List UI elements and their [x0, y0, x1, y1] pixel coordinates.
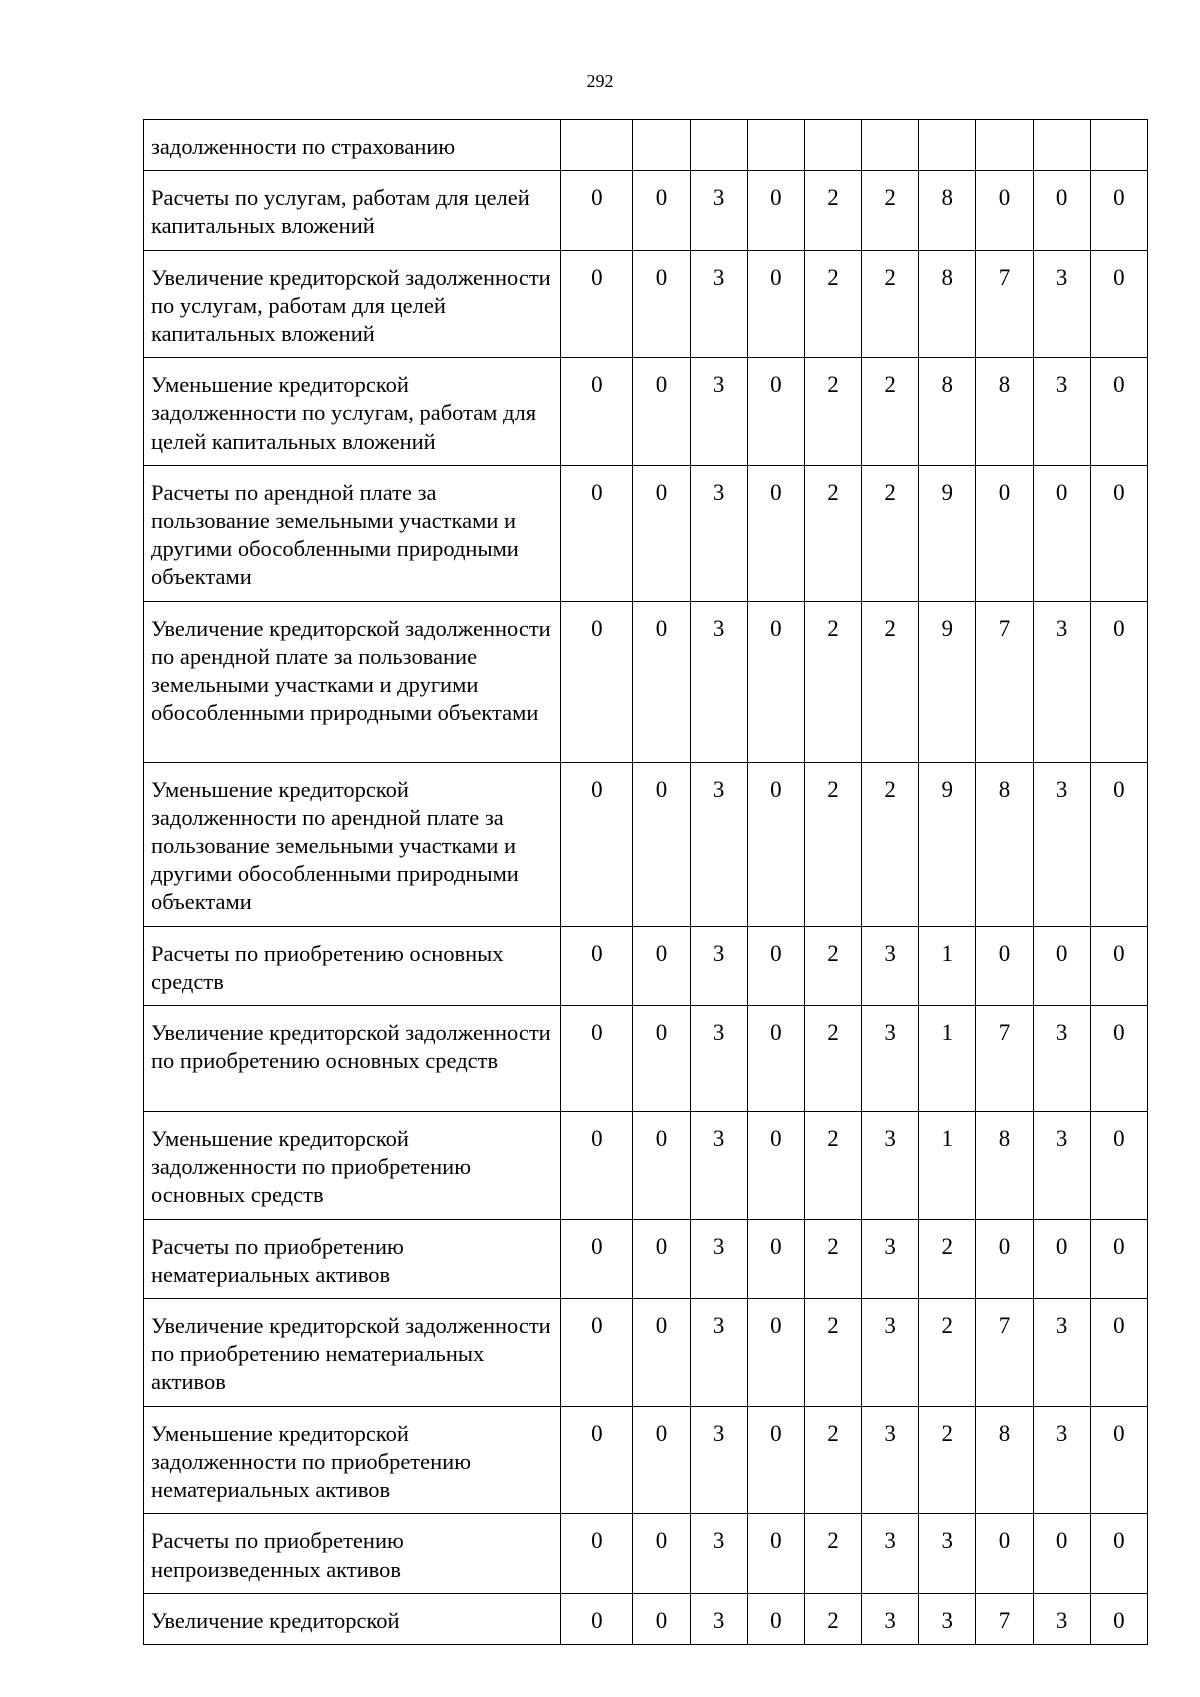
code-digit: 3: [690, 1006, 747, 1112]
code-digit: 9: [919, 762, 976, 926]
table-row: [144, 171, 1148, 250]
code-digit: 0: [1090, 1406, 1147, 1514]
code-digit: 3: [1033, 762, 1090, 926]
code-digit: 2: [804, 1219, 861, 1298]
code-digit: 3: [1033, 1006, 1090, 1112]
code-digit: 2: [919, 1219, 976, 1298]
code-digit: 0: [976, 465, 1033, 601]
code-digit: [1033, 120, 1090, 171]
table-row: [144, 1219, 1148, 1298]
code-digit: 0: [561, 1219, 633, 1298]
row-label: Уменьшение кредиторской задолженности по приобретению нематериальных активов: [144, 1406, 561, 1514]
table-row: [144, 1514, 1148, 1593]
code-digit: 0: [1090, 601, 1147, 762]
page-number: 292: [586, 71, 614, 91]
code-digit: [804, 120, 861, 171]
code-digit: 0: [561, 1406, 633, 1514]
code-digit: 0: [976, 1219, 1033, 1298]
code-digit: 9: [919, 465, 976, 601]
code-digit: 0: [561, 1006, 633, 1112]
code-digit: 0: [561, 171, 633, 250]
code-digit: 7: [976, 250, 1033, 358]
code-digit: 3: [1033, 250, 1090, 358]
table-body: [144, 120, 1148, 1645]
code-digit: 8: [976, 1406, 1033, 1514]
code-digit: 0: [1090, 250, 1147, 358]
code-digit: 0: [561, 1299, 633, 1407]
code-digit: 2: [804, 465, 861, 601]
table-row: [144, 762, 1148, 926]
code-digit: 0: [1090, 465, 1147, 601]
code-digit: 3: [690, 1299, 747, 1407]
row-label: Расчеты по услугам, работам для целей капитальных вложений: [144, 171, 561, 250]
code-digit: [976, 120, 1033, 171]
code-digit: 3: [690, 1219, 747, 1298]
table-row: [144, 926, 1148, 1005]
code-digit: 1: [919, 1112, 976, 1220]
code-digit: 2: [804, 1112, 861, 1220]
code-digit: 0: [747, 762, 804, 926]
code-digit: 0: [561, 762, 633, 926]
code-digit: 3: [919, 1593, 976, 1644]
code-digit: 8: [919, 358, 976, 466]
code-digit: 3: [1033, 1406, 1090, 1514]
code-digit: 3: [1033, 1299, 1090, 1407]
code-digit: 3: [690, 1593, 747, 1644]
code-digit: 0: [633, 171, 690, 250]
code-digit: 0: [747, 1006, 804, 1112]
code-digit: 0: [633, 1006, 690, 1112]
table-row: [144, 1406, 1148, 1514]
code-digit: 0: [747, 1112, 804, 1220]
code-digit: 0: [633, 762, 690, 926]
code-digit: 8: [976, 1112, 1033, 1220]
code-digit: 0: [633, 601, 690, 762]
code-digit: 0: [561, 250, 633, 358]
code-digit: 0: [747, 171, 804, 250]
code-digit: 0: [747, 1593, 804, 1644]
row-label: Уменьшение кредиторской задолженности по услугам, работам для целей капитальных вложений: [144, 358, 561, 466]
row-label: Увеличение кредиторской задолженности по приобретению основных средств: [144, 1006, 561, 1112]
row-label: Расчеты по приобретению нематериальных активов: [144, 1219, 561, 1298]
code-digit: 0: [976, 926, 1033, 1005]
code-digit: 0: [633, 465, 690, 601]
code-digit: 0: [747, 1514, 804, 1593]
code-digit: 0: [1090, 1299, 1147, 1407]
code-digit: 0: [633, 1112, 690, 1220]
code-digit: 0: [747, 1406, 804, 1514]
code-digit: 2: [804, 926, 861, 1005]
code-digit: 2: [862, 171, 919, 250]
table-row: [144, 1299, 1148, 1407]
code-digit: 8: [919, 250, 976, 358]
code-digit: 0: [1090, 171, 1147, 250]
code-digit: 0: [1090, 1593, 1147, 1644]
code-digit: 0: [633, 1299, 690, 1407]
code-digit: 3: [919, 1514, 976, 1593]
code-digit: 2: [862, 465, 919, 601]
code-digit: [919, 120, 976, 171]
code-digit: 3: [862, 1219, 919, 1298]
code-digit: 2: [804, 358, 861, 466]
code-digit: 2: [804, 762, 861, 926]
code-digit: 0: [1033, 1219, 1090, 1298]
code-digit: 0: [561, 358, 633, 466]
code-digit: 2: [804, 601, 861, 762]
code-digit: 3: [1033, 1593, 1090, 1644]
code-digit: 2: [919, 1406, 976, 1514]
code-digit: 0: [633, 1514, 690, 1593]
code-digit: 3: [690, 465, 747, 601]
code-digit: 3: [690, 358, 747, 466]
code-digit: 2: [804, 1593, 861, 1644]
code-digit: 0: [976, 1514, 1033, 1593]
code-digit: 2: [862, 601, 919, 762]
code-digit: 3: [862, 1112, 919, 1220]
code-digit: 3: [690, 762, 747, 926]
row-label: Увеличение кредиторской задолженности по приобретению нематериальных активов: [144, 1299, 561, 1407]
code-digit: 3: [690, 1112, 747, 1220]
code-digit: 3: [690, 171, 747, 250]
code-digit: 0: [633, 926, 690, 1005]
code-digit: 3: [862, 1006, 919, 1112]
code-digit: 0: [633, 250, 690, 358]
table-row: [144, 1112, 1148, 1220]
code-digit: 1: [919, 926, 976, 1005]
code-digit: [690, 120, 747, 171]
code-digit: 3: [1033, 601, 1090, 762]
code-digit: 9: [919, 601, 976, 762]
code-digit: 8: [976, 358, 1033, 466]
code-digit: 3: [862, 926, 919, 1005]
code-digit: 0: [1090, 1006, 1147, 1112]
code-digit: 1: [919, 1006, 976, 1112]
code-digit: 2: [862, 358, 919, 466]
row-label: задолженности по страхованию: [144, 120, 561, 171]
table-row: [144, 250, 1148, 358]
code-digit: 3: [690, 926, 747, 1005]
table-row: [144, 1006, 1148, 1112]
code-digit: 3: [862, 1593, 919, 1644]
code-digit: 2: [804, 171, 861, 250]
table-row: [144, 120, 1148, 171]
code-digit: 7: [976, 601, 1033, 762]
code-digit: 2: [862, 250, 919, 358]
code-digit: 0: [1033, 1514, 1090, 1593]
code-digit: 0: [561, 1112, 633, 1220]
code-digit: 3: [1033, 358, 1090, 466]
code-digit: 0: [1090, 762, 1147, 926]
code-digit: 0: [561, 601, 633, 762]
code-digit: 0: [747, 601, 804, 762]
code-digit: 0: [747, 465, 804, 601]
code-digit: [747, 120, 804, 171]
code-digit: 0: [633, 1593, 690, 1644]
code-digit: 3: [690, 1514, 747, 1593]
code-digit: 0: [561, 1514, 633, 1593]
code-digit: 2: [804, 1514, 861, 1593]
row-label: Увеличение кредиторской задолженности по арендной плате за пользование земельными участками и другими обособленными природными объектами: [144, 601, 561, 762]
code-digit: 8: [976, 762, 1033, 926]
code-digit: 3: [862, 1514, 919, 1593]
code-digit: 2: [804, 250, 861, 358]
code-digit: 0: [633, 1406, 690, 1514]
code-digit: 0: [561, 1593, 633, 1644]
code-digit: 3: [690, 601, 747, 762]
code-digit: 0: [976, 171, 1033, 250]
code-digit: 0: [561, 926, 633, 1005]
row-label: Увеличение кредиторской: [144, 1593, 561, 1644]
code-digit: 3: [862, 1406, 919, 1514]
code-digit: 3: [690, 1406, 747, 1514]
code-digit: 0: [1090, 1219, 1147, 1298]
code-digit: 7: [976, 1299, 1033, 1407]
code-digit: 0: [747, 250, 804, 358]
code-digit: 0: [747, 358, 804, 466]
account-codes-table: [143, 119, 1148, 1645]
row-label: Расчеты по приобретению основных средств: [144, 926, 561, 1005]
row-label: Увеличение кредиторской задолженности по услугам, работам для целей капитальных вложений: [144, 250, 561, 358]
table-row: [144, 601, 1148, 762]
code-digit: 0: [633, 358, 690, 466]
code-digit: [561, 120, 633, 171]
code-digit: 2: [919, 1299, 976, 1407]
code-digit: 0: [1033, 171, 1090, 250]
row-label: Расчеты по приобретению непроизведенных активов: [144, 1514, 561, 1593]
row-label: Расчеты по арендной плате за пользование земельными участками и другими обособленными природными объектами: [144, 465, 561, 601]
code-digit: 8: [919, 171, 976, 250]
code-digit: 0: [1090, 1514, 1147, 1593]
code-digit: 7: [976, 1593, 1033, 1644]
code-digit: 2: [804, 1299, 861, 1407]
code-digit: 3: [862, 1299, 919, 1407]
code-digit: 0: [1090, 926, 1147, 1005]
code-digit: 0: [747, 926, 804, 1005]
code-digit: 0: [1033, 465, 1090, 601]
code-digit: 2: [804, 1006, 861, 1112]
row-label: Уменьшение кредиторской задолженности по арендной плате за пользование земельными участками и другими обособленными природными объектами: [144, 762, 561, 926]
code-digit: 0: [633, 1219, 690, 1298]
code-digit: 0: [1090, 1112, 1147, 1220]
code-digit: 0: [747, 1219, 804, 1298]
code-digit: 0: [1090, 358, 1147, 466]
code-digit: 0: [561, 465, 633, 601]
code-digit: [633, 120, 690, 171]
code-digit: [1090, 120, 1147, 171]
code-digit: 3: [1033, 1112, 1090, 1220]
code-digit: 2: [862, 762, 919, 926]
code-digit: 3: [690, 250, 747, 358]
code-digit: [862, 120, 919, 171]
code-digit: 7: [976, 1006, 1033, 1112]
code-digit: 0: [747, 1299, 804, 1407]
table-row: [144, 465, 1148, 601]
code-digit: 2: [804, 1406, 861, 1514]
table-row: [144, 1593, 1148, 1644]
code-digit: 0: [1033, 926, 1090, 1005]
table-row: [144, 358, 1148, 466]
row-label: Уменьшение кредиторской задолженности по приобретению основных средств: [144, 1112, 561, 1220]
